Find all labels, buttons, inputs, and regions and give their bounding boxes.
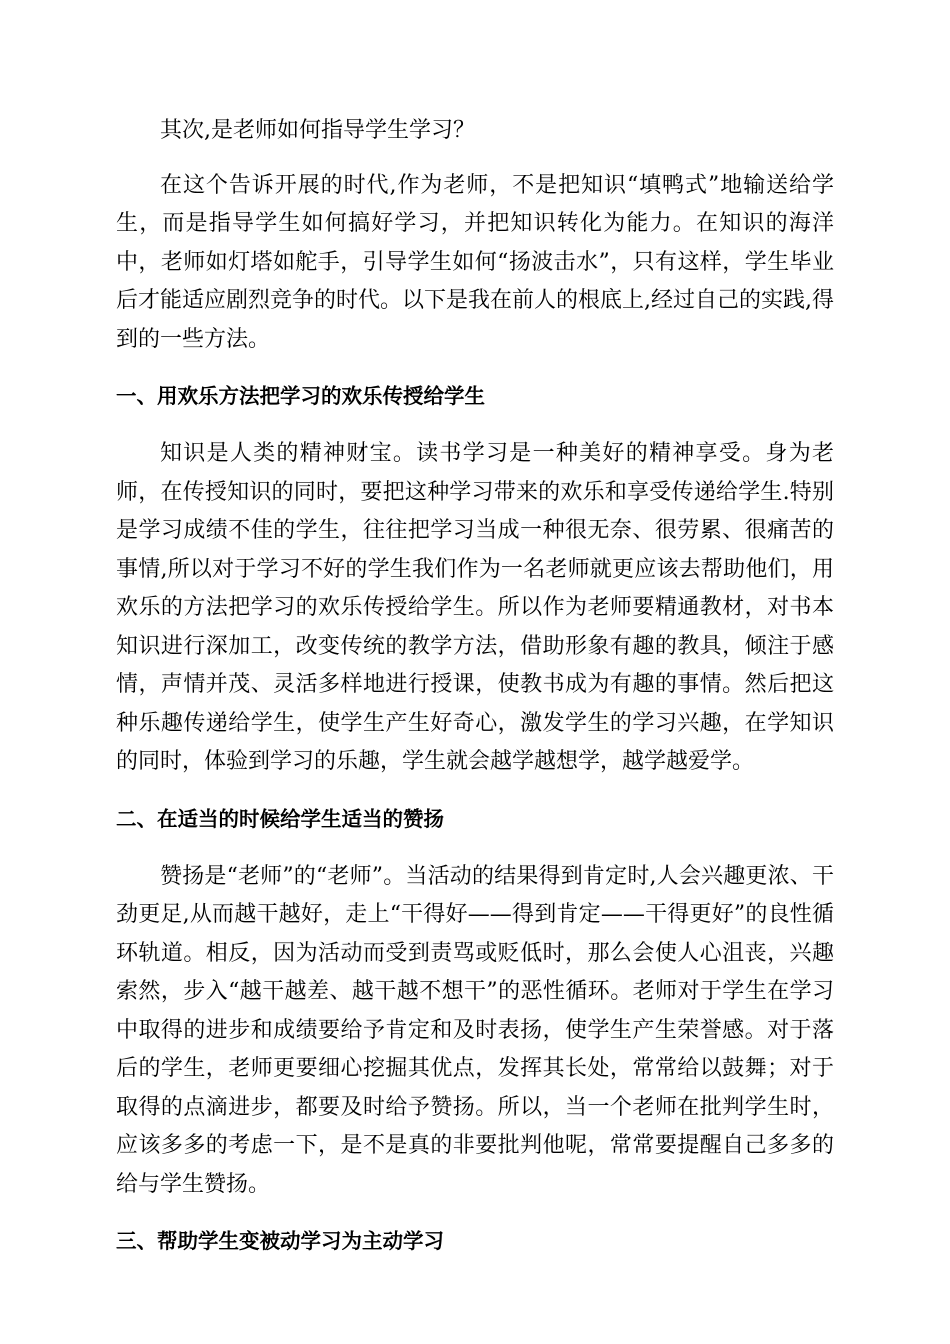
document-body <box>116 112 834 1280</box>
section-heading-1: 一、用欢乐方法把学习的欢乐传授给学生 <box>116 384 485 408</box>
section-heading-3: 三、帮助学生变被动学习为主动学习 <box>116 1229 444 1253</box>
section-2-paragraph: 赞扬是“老师”的“老师”。当活动的结果得到肯定时,人会兴趣更浓、干劲更足,从而越干越好，走上“干得好——得到肯定——干得更好”的良性循环轨道。相反，因为活动而受到责骂或贬低时，那么会使人心沮丧，兴趣索然，步入“越干越差、越干越不想干”的恶性循环。老师对于学生在学习中取得的进步和成绩要给予肯定和及时表扬，使学生产生荣誉感。对于落后的学生，老师更要细心挖掘其优点，发挥其长处，常常给以鼓舞；对于取得的点滴进步，都要及时给予赞扬。所以，当一个老师在批判学生时，应该多多的考虑一下，是不是真的非要批判他呢，常常要提醒自己多多的给与学生赞扬。 <box>116 863 834 1197</box>
intro-question: 其次,是老师如何指导学生学习？ <box>160 118 475 143</box>
intro-paragraph: 在这个告诉开展的时代,作为老师，不是把知识“填鸭式”地输送给学生，而是指导学生如何搞好学习，并把知识转化为能力。在知识的海洋中，老师如灯塔如舵手，引导学生如何“扬波击水”，只有这样，学生毕业后才能适应剧烈竞争的时代。以下是我在前人的根底上,经过自己的实践,得到的一些方法。 <box>116 172 834 352</box>
section-1-paragraph: 知识是人类的精神财宝。读书学习是一种美好的精神享受。身为老师，在传授知识的同时，要把这种学习带来的欢乐和享受传递给学生.特别是学习成绩不佳的学生，往往把学习当成一种很无奈、很劳累、很痛苦的事情,所以对于学习不好的学生我们作为一名老师就更应该去帮助他们，用欢乐的方法把学习的欢乐传授给学生。所以作为老师要精通教材，对书本知识进行深加工，改变传统的教学方法，借助形象有趣的教具，倾注于感情，声情并茂、灵活多样地进行授课，使教书成为有趣的事情。然后把这种乐趣传递给学生，使学生产生好奇心，激发学生的学习兴趣，在学知识的同时，体验到学习的乐趣，学生就会越学越想学，越学越爱学。 <box>116 441 834 774</box>
section-heading-2: 二、在适当的时候给学生适当的赞扬 <box>116 806 444 831</box>
